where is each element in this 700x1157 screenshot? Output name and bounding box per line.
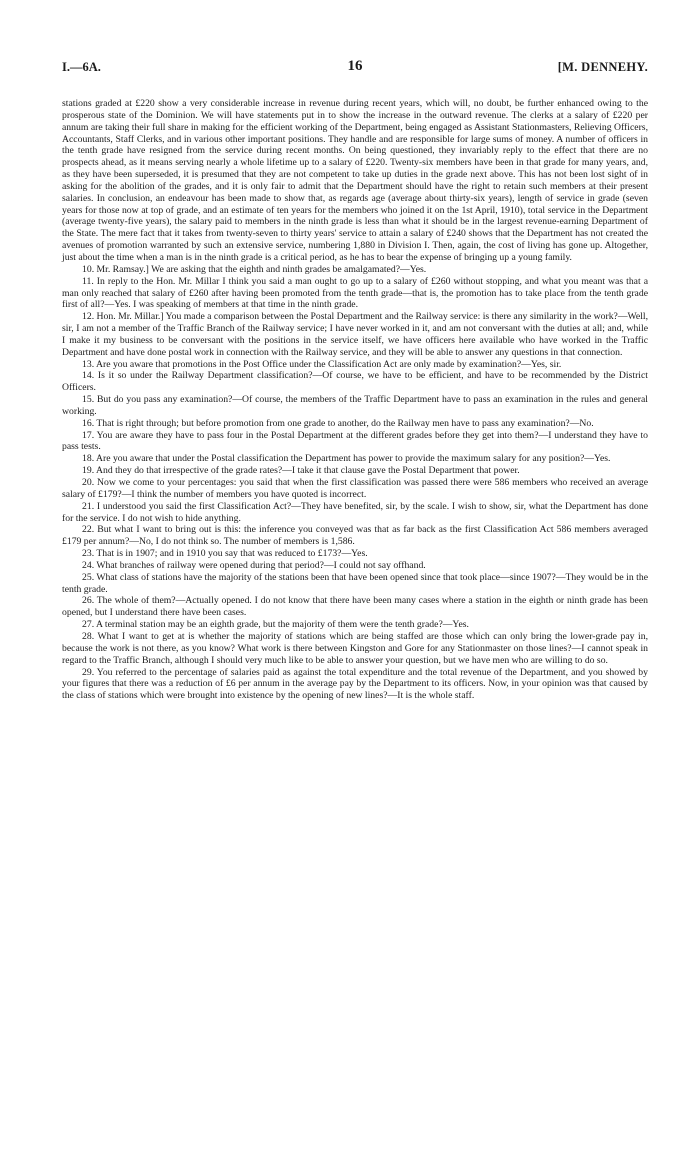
page-header: [62, 60, 648, 84]
question-12: 12. Hon. Mr. Millar.] You made a comparison between the Postal Department and the Railway service: is there any similarity in the work?—Well, sir, I am not a member of the Traffic Branch of the Railway service; I have never worked in it, and am not conversant with the duties at all; and, while I make it my business to be conversant with the positions in the service itself, we have officers here available who have worked in the Traffic Department and have done postal work in connection with the Railway service, and they will be able to answer any questions in that connection.: [62, 311, 648, 358]
question-11: 11. In reply to the Hon. Mr. Millar I think you said a man ought to go up to a salary of £260 without stopping, and what you meant was that a man only reached that salary of £260 after having been promoted from the tenth grade—that is, the promotion has to take place from the tenth grade first of all?—Yes. I was speaking of members at that time in the ninth grade.: [62, 275, 648, 311]
witness-name: [M. DENNEHY.: [557, 60, 648, 74]
page-number: 16: [347, 58, 363, 74]
question-10: 10. Mr. Ramsay.] We are asking that the eighth and ninth grades be amalgamated?—Yes.: [82, 263, 427, 275]
question-17: 17. You are aware they have to pass four in the Postal Department at the different grades before they get into them?—I understand they have to pass tests.: [62, 429, 648, 453]
paragraph-continuation: stations graded at £220 show a very considerable increase in revenue during recent years, which will, no doubt, be further enhanced owing to the prosperous state of the Dominion. We will have statements put in to show the increase in the outward revenue. The clerks at a salary of £220 per annum are taking their full share in making for the efficient working of the Department, being engaged as Assistant Stationmasters, Relieving Officers, Accountants, Staff Clerks, and in various other important positions. They handle and are responsible for large sums of money. A number of officers in the tenth grade have resigned from the service during recent months. On being questioned, they invariably reply to the effect that there are no prospects ahead, as it means serving nearly a whole lifetime up to a salary of £220. Twenty-six members have been in that grade for many years, and, as they have been superseded, it is presumed that they are not competent to take up duties in the grade next above. This has not been lost sight of in asking for the abolition of the grades, and it is only fair to admit that the Department should have the right to retain such members at their present salaries. In conclusion, an endeavour has been made to show that, as regards age (average about thirty-six years), length of service in grade (seven years for those now at top of grade, and an estimate of ten years for the members who joined it on the 1st April, 1910), total service in the Department (average twenty-five years), the salary paid to members in the ninth grade is less than what it should be in the largest revenue-earning Department of the State. The mere fact that it takes from twenty-seven to thirty years' service to attain a salary of £240 shows that the Department has not created the avenues of promotion warranted by such an extensive service, numbering 1,880 in Division I. Then, again, the cost of living has gone up. Altogether, just about the time when a man is in the ninth grade is a critical period, as he has to bear the expense of bringing up a young family.: [62, 98, 648, 263]
question-25: 25. What class of stations have the majority of the stations been that have been opened since that took place—since 1907?—They would be in the tenth grade.: [62, 571, 648, 595]
question-14: 14. Is it so under the Railway Department classification?—Of course, we have to be efficient, and have to be recommended by the District Officers.: [62, 370, 648, 394]
question-20: 20. Now we come to your percentages: you said that when the first classification was passed there were 586 members who received an average salary of £179?—I think the number of members you have quoted is incorrect.: [62, 477, 648, 500]
body-text: [62, 98, 648, 702]
question-27: 27. A terminal station may be an eighth grade, but the majority of them were the tenth grade?—Yes.: [82, 619, 469, 631]
question-23: 23. That is in 1907; and in 1910 you say that was reduced to £173?—Yes.: [82, 548, 368, 560]
series-reference: I.—6A.: [62, 60, 101, 74]
question-21: 21. I understood you said the first Classification Act?—They have benefited, sir, by the scale. I wish to show, sir, what the Department has done for the service. I do not wish to hide anything.: [62, 500, 648, 524]
question-18: 18. Are you aware that under the Postal classification the Department has power to provide the maximum salary for any position?—Yes.: [82, 453, 611, 465]
question-26: 26. The whole of them?—Actually opened. I do not know that there have been many cases where a station in the eighth or ninth grade has been opened, but I understand there have been cases.: [62, 595, 648, 619]
question-22: 22. But what I want to bring out is this: the inference you conveyed was that as far back as the first Classification Act 586 members averaged £179 per annum?—No, I do not think so. The number of members is 1,586.: [62, 524, 648, 548]
question-19: 19. And they do that irrespective of the grade rates?—I take it that clause gave the Postal Department that power.: [82, 465, 520, 477]
question-16: 16. That is right through; but before promotion from one grade to another, do the Railway men have to pass any examination?—No.: [82, 417, 594, 429]
question-28: 28. What I want to get at is whether the majority of stations which are being staffed are those which can only bring the lower-grade pay in, because the work is not there, as you know? What work is there between Kingston and Gore for any Stationmaster on those lines?—I cannot speak in regard to the Traffic Branch, although I should very much like to be able to answer your question, but we have men who are willing to do so.: [62, 630, 648, 666]
question-13: 13. Are you aware that promotions in the Post Office under the Classification Act are only made by examination?—Yes, sir.: [82, 358, 562, 370]
question-24: 24. What branches of railway were opened during that period?—I could not say offhand.: [82, 559, 426, 571]
question-29: 29. You referred to the percentage of salaries paid as against the total expenditure and the total revenue of the Department, and you showed by your figures that there was a reduction of £6 per annum in the average pay by the Department to its officers. Now, in your opinion was that caused by the class of stations which were brought into existence by the opening of new lines?—It is the whole staff.: [62, 666, 648, 702]
question-15: 15. But do you pass any examination?—Of course, the members of the Traffic Department have to pass an examination in the rules and general working.: [62, 394, 648, 417]
